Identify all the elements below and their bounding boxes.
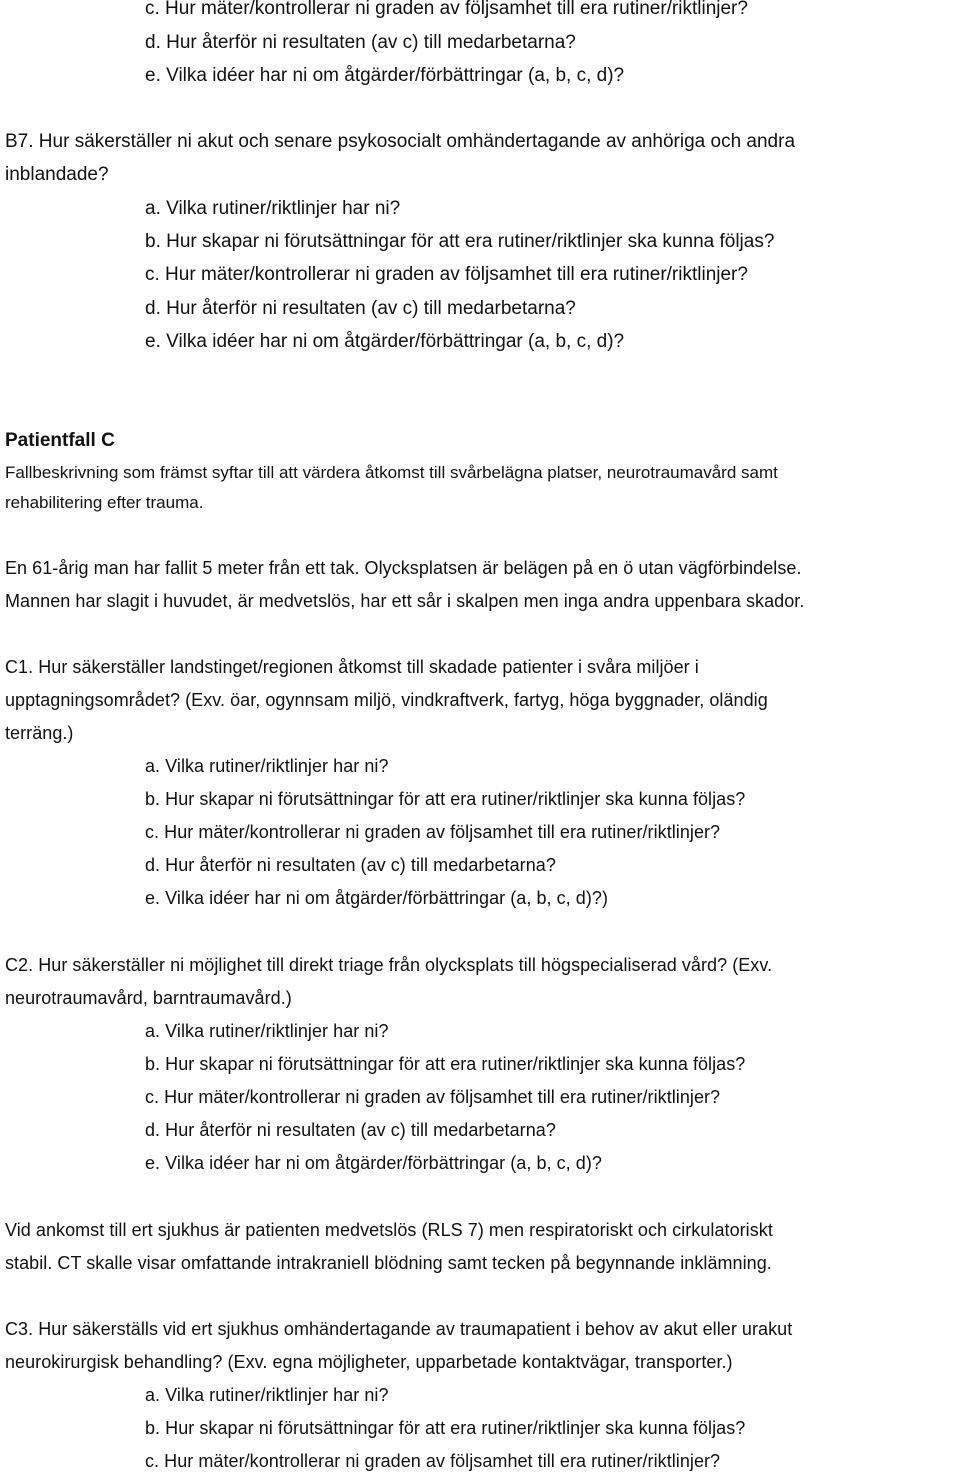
- b7-question-line1: B7. Hur säkerställer ni akut och senare psykosocialt omhändertagande av anhöriga och andra: [5, 131, 796, 152]
- c2-question-line2: neurotraumavård, barntraumavård.): [5, 988, 292, 1008]
- c2-item-d: d. Hur återför ni resultaten (av c) till medarbetarna?: [145, 1120, 556, 1140]
- c1-item-d: d. Hur återför ni resultaten (av c) till medarbetarna?: [145, 855, 556, 875]
- case-description-line1: Fallbeskrivning som främst syftar till att värdera åtkomst till svårbelägna platser, neurotraumavård samt: [5, 463, 778, 482]
- c2-item-c: c. Hur mäter/kontrollerar ni graden av följsamhet till era rutiner/riktlinjer?: [145, 1087, 721, 1107]
- c1-item-b: b. Hur skapar ni förutsättningar för att era rutiner/riktlinjer ska kunna följas?: [145, 789, 746, 809]
- c1-item-a: a. Vilka rutiner/riktlinjer har ni?: [145, 756, 389, 776]
- b7-item-b: b. Hur skapar ni förutsättningar för att era rutiner/riktlinjer ska kunna följas?: [145, 231, 775, 252]
- c1-item-e: e. Vilka idéer har ni om åtgärder/förbättringar (a, b, c, d)?): [145, 888, 608, 908]
- c3-item-a: a. Vilka rutiner/riktlinjer har ni?: [145, 1385, 389, 1405]
- b7-item-d: d. Hur återför ni resultaten (av c) till medarbetarna?: [145, 298, 576, 319]
- c2-question-line1: C2. Hur säkerställer ni möjlighet till direkt triage från olycksplats till högspecialiserad vård? (Exv.: [5, 955, 773, 975]
- c2-item-a: a. Vilka rutiner/riktlinjer har ni?: [145, 1021, 389, 1041]
- c1-question-line1: C1. Hur säkerställer landstinget/regionen åtkomst till skadade patienter i svåra miljöer i: [5, 657, 699, 677]
- case-text-line2: Mannen har slagit i huvudet, är medvetslös, har ett sår i skalpen men inga andra uppenbara skador.: [5, 591, 805, 611]
- b7-item-e: e. Vilka idéer har ni om åtgärder/förbättringar (a, b, c, d)?: [145, 331, 625, 352]
- c3-item-b: b. Hur skapar ni förutsättningar för att era rutiner/riktlinjer ska kunna följas?: [145, 1418, 746, 1438]
- arrival-text-line2: stabil. CT skalle visar omfattande intrakraniell blödning samt tecken på begynnande inklämning.: [5, 1253, 772, 1273]
- c2-item-e: e. Vilka idéer har ni om åtgärder/förbättringar (a, b, c, d)?: [145, 1153, 602, 1173]
- c2-item-b: b. Hur skapar ni förutsättningar för att era rutiner/riktlinjer ska kunna följas?: [145, 1054, 746, 1074]
- b7-question-line2: inblandade?: [5, 164, 109, 185]
- c3-item-c: c. Hur mäter/kontrollerar ni graden av följsamhet till era rutiner/riktlinjer?: [145, 1451, 721, 1471]
- case-description-line2: rehabilitering efter trauma.: [5, 493, 204, 512]
- c3-question-line2: neurokirurgisk behandling? (Exv. egna möjligheter, upparbetade kontaktvägar, transporter.): [5, 1352, 733, 1372]
- c1-item-c: c. Hur mäter/kontrollerar ni graden av följsamhet till era rutiner/riktlinjer?: [145, 822, 721, 842]
- c1-question-line3: terräng.): [5, 723, 74, 743]
- c1-question-line2: upptagningsområdet? (Exv. öar, ogynnsam miljö, vindkraftverk, fartyg, höga byggnader, oländig: [5, 690, 768, 710]
- top-item-d: d. Hur återför ni resultaten (av c) till medarbetarna?: [145, 32, 576, 53]
- case-text-line1: En 61-årig man har fallit 5 meter från ett tak. Olycksplatsen är belägen på en ö utan vägförbindelse.: [5, 558, 802, 578]
- section-heading: Patientfall C: [5, 430, 115, 451]
- top-item-c: c. Hur mäter/kontrollerar ni graden av följsamhet till era rutiner/riktlinjer?: [145, 0, 748, 19]
- b7-item-c: c. Hur mäter/kontrollerar ni graden av följsamhet till era rutiner/riktlinjer?: [145, 264, 748, 285]
- arrival-text-line1: Vid ankomst till ert sjukhus är patienten medvetslös (RLS 7) men respiratoriskt och cirkulatoriskt: [5, 1220, 773, 1240]
- top-item-e: e. Vilka idéer har ni om åtgärder/förbättringar (a, b, c, d)?: [145, 65, 625, 86]
- b7-item-a: a. Vilka rutiner/riktlinjer har ni?: [145, 198, 401, 219]
- c3-question-line1: C3. Hur säkerställs vid ert sjukhus omhändertagande av traumapatient i behov av akut eller urakut: [5, 1319, 793, 1339]
